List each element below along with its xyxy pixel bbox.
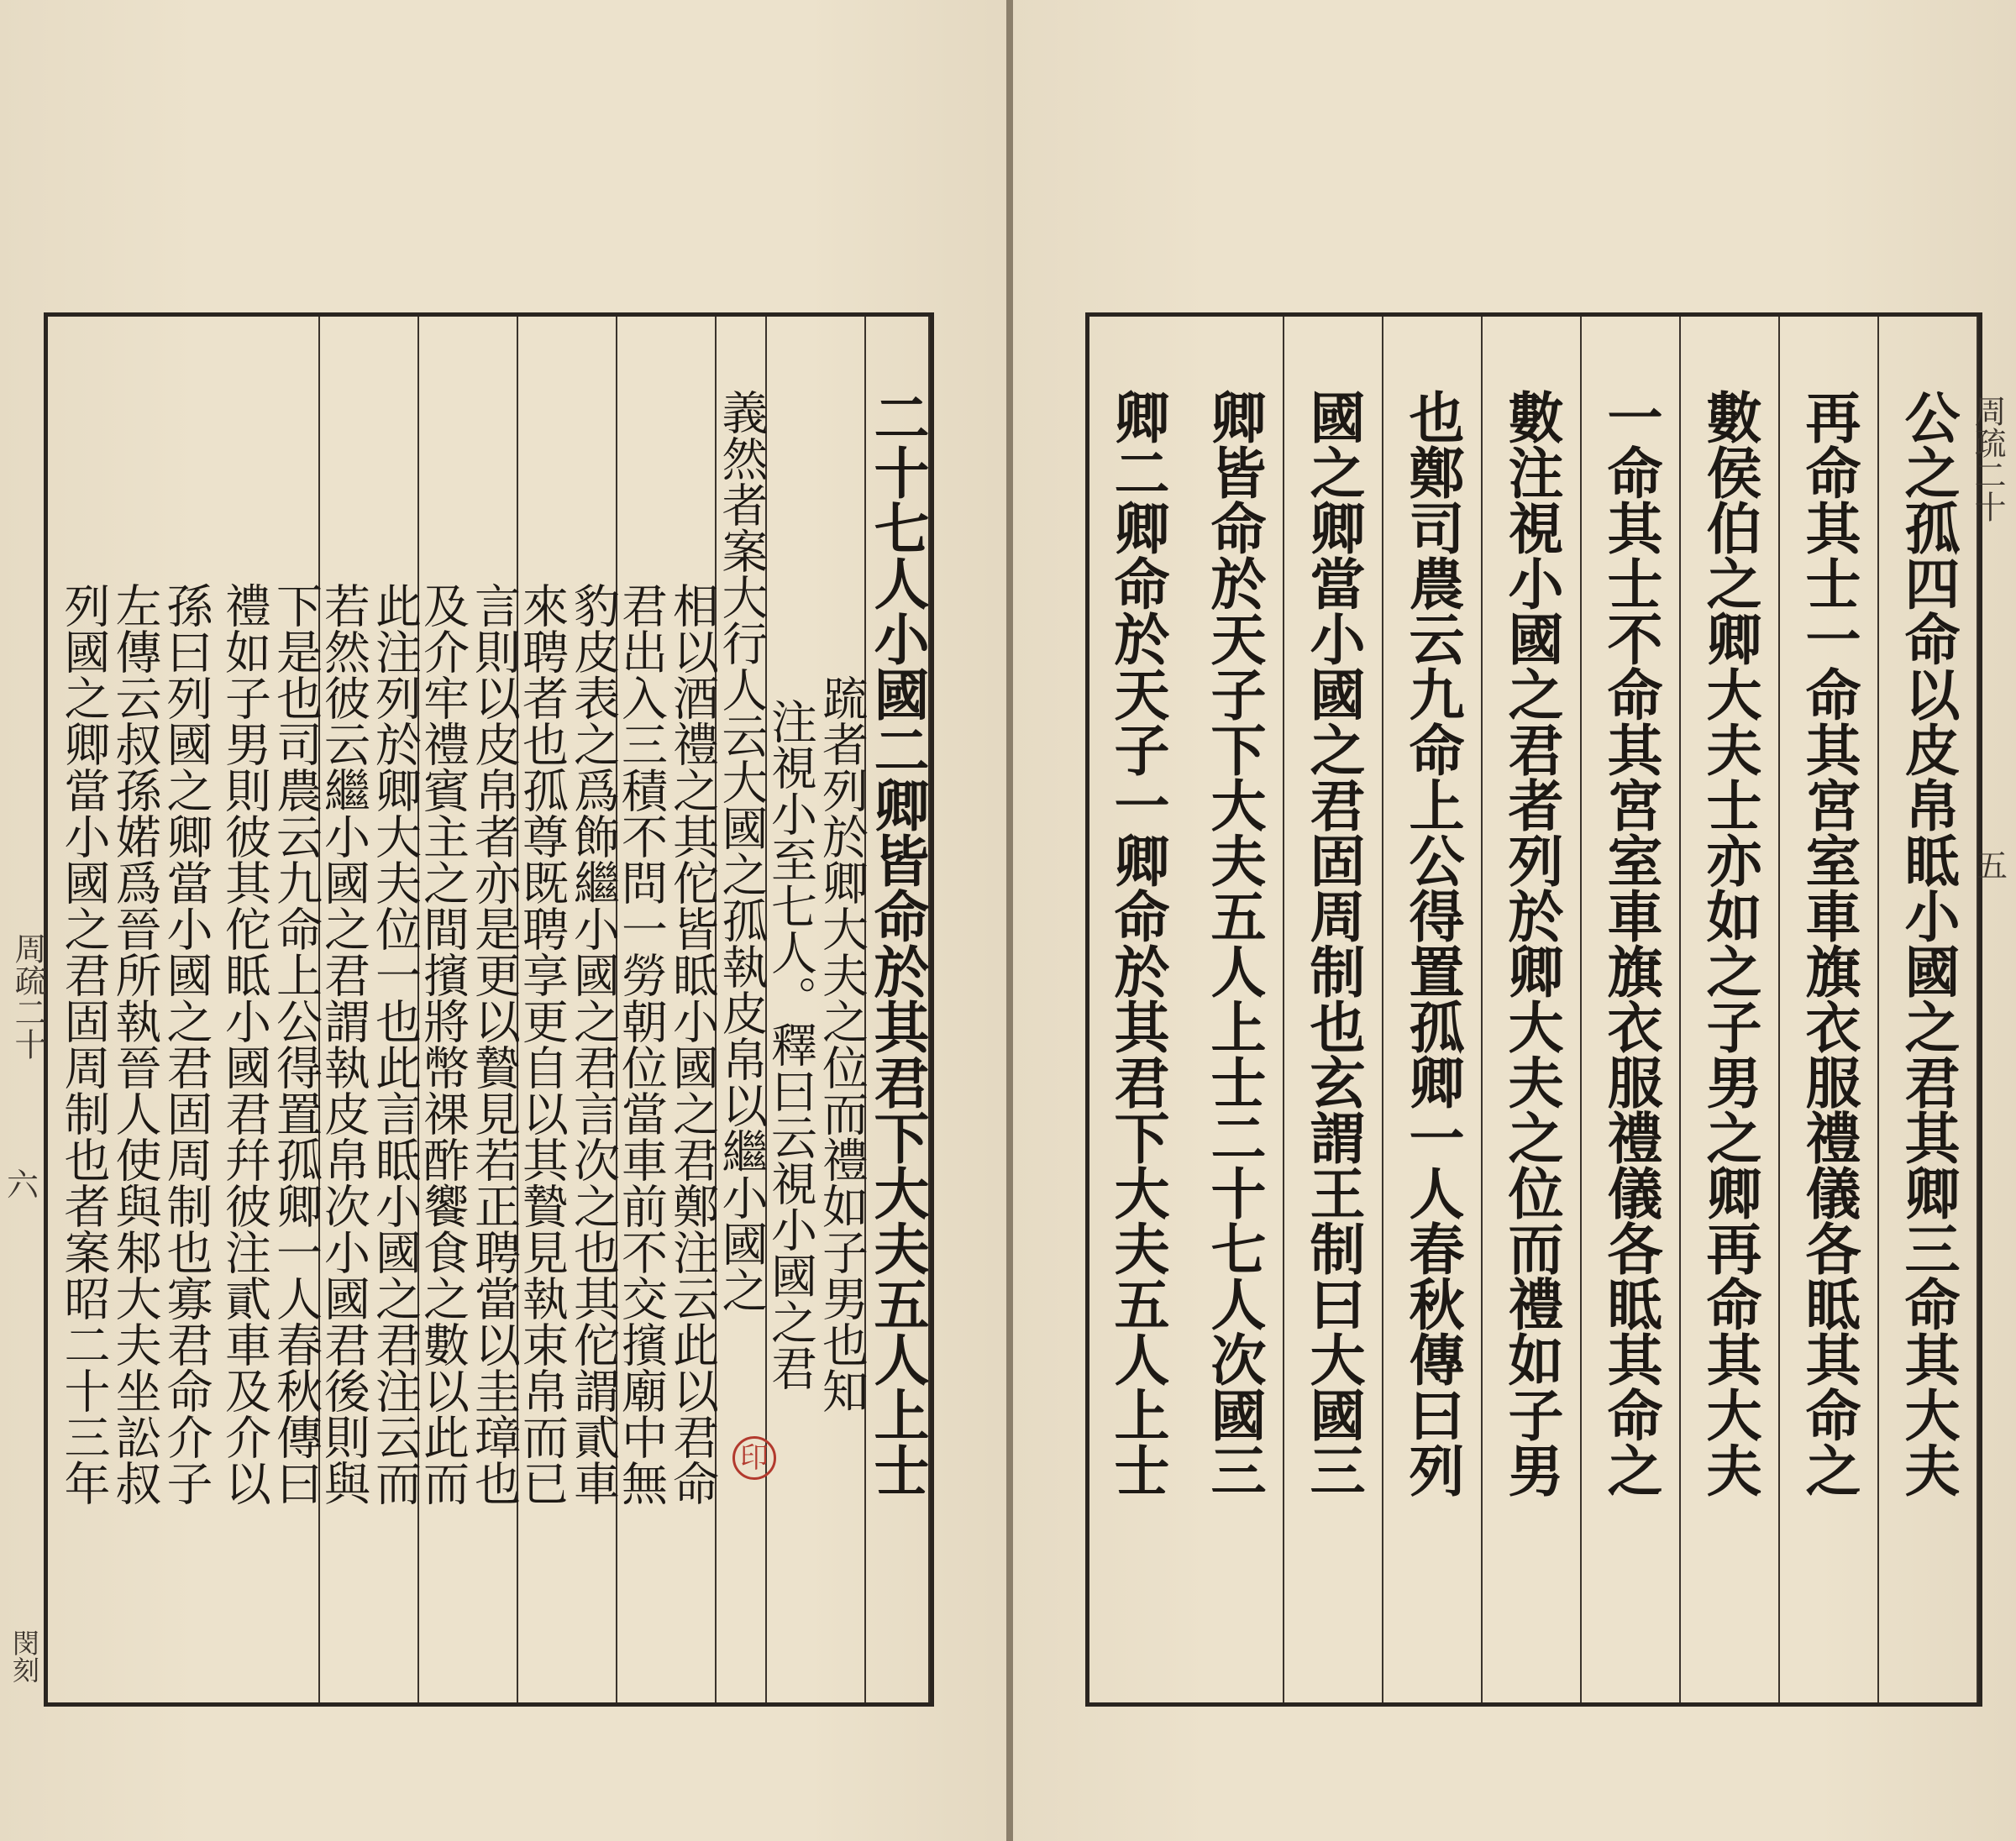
column-text: 若然彼云繼小國之君謂執皮帛次小國君後則與 [317, 582, 370, 1506]
left-column-7 [416, 317, 521, 1702]
right-column-7 [1284, 317, 1383, 1702]
column-text: 君出入三積不問一勞朝位當車前不交擯廟中無 [614, 582, 668, 1506]
column-text: 再命其士一命其宮室車旗衣服禮儀各眡其命之 [1796, 389, 1861, 1497]
left-column-6 [515, 317, 620, 1702]
column-text: 列國之卿當小國之君固周制也者案昭二十三年 [56, 582, 111, 1506]
column-text: 左傳云叔孫婼爲晉所執晉人使與邾大夫坐訟叔 [108, 582, 162, 1506]
left-page [0, 0, 1006, 1841]
corner-mark: 閔刻 [8, 1629, 40, 1683]
left-column-9 [218, 317, 323, 1702]
column-text: 公之孤四命以皮帛眡小國之君其卿三命其大夫 [1895, 389, 1961, 1497]
left-column-2 [764, 317, 869, 1702]
right-column-5 [1483, 317, 1582, 1702]
column-text: 下是也司農云九命上公得置孤卿一人春秋傳曰 [269, 582, 323, 1506]
right-column-4 [1582, 317, 1681, 1702]
column-text: 此注列於卿大夫位一也此言眡小國之君注云而 [368, 582, 422, 1506]
column-text: 注視小至七人。釋曰云視小國之君 [764, 697, 817, 1391]
column-text: 及介牢禮賓主之間擯將幣祼酢饗食之數以此而 [416, 582, 470, 1506]
margin-title: 周疏二十 [9, 932, 46, 1060]
right-column-3 [1681, 317, 1780, 1702]
column-text: 豹皮表之爲飾繼小國之君言次之也其佗謂貳車 [566, 582, 620, 1506]
column-text: 數注視小國之君者列於卿大夫之位而禮如子男 [1499, 389, 1564, 1497]
left-column-10 [48, 317, 221, 1702]
right-column-6 [1383, 317, 1483, 1702]
column-text: 二十七人小國二卿皆命於其君下大夫五人上士 [864, 389, 930, 1497]
right-column-8 [1185, 317, 1284, 1702]
column-text: 一命其士不命其宮室車旗衣服禮儀各眡其命之 [1598, 389, 1663, 1497]
left-column-8 [317, 317, 422, 1702]
column-text: 言則以皮帛者亦是更以贄見若正聘當以圭璋也 [467, 582, 521, 1506]
margin-title: 周疏二十 [1969, 395, 2006, 522]
red-seal-icon: 印 [732, 1436, 776, 1480]
column-text: 䟽者列於卿大夫之位而禮如子男也知 [815, 674, 869, 1414]
book-gutter [1006, 0, 1013, 1841]
left-column-1 [866, 317, 930, 1702]
right-column-9 [1089, 317, 1185, 1702]
right-column-2 [1780, 317, 1879, 1702]
column-text: 來聘者也孤尊既聘享更自以其贄見執束帛而已 [515, 582, 569, 1506]
right-column-1 [1879, 317, 1978, 1702]
folio-number: 五 [1975, 847, 2008, 884]
left-column-5 [614, 317, 719, 1702]
right-page [1013, 0, 2016, 1841]
column-text: 卿二卿命於天子一卿命於其君下大夫五人上士 [1105, 389, 1170, 1497]
column-text: 也鄭司農云九命上公得置孤卿一人春秋傳曰列 [1399, 389, 1465, 1497]
column-text: 義然者案大行人云大國之孤執皮帛以繼小國之 [714, 389, 769, 1313]
column-text: 孫曰列國之卿當小國之君固周制也寡君命介子 [159, 582, 213, 1506]
column-text: 國之卿當小國之君固周制也玄謂王制曰大國三 [1300, 389, 1366, 1497]
column-text: 相以酒禮之其佗皆眡小國之君鄭注云此以君命 [665, 582, 719, 1506]
column-text: 禮如子男則彼其佗眡小國君幷彼注貳車及介以 [218, 582, 271, 1506]
folio-number: 六 [7, 1167, 39, 1204]
right-text-frame [1085, 312, 1982, 1707]
column-text: 卿皆命於天子下大夫五人上士二十七人次國三 [1201, 389, 1267, 1497]
column-text: 數侯伯之卿大夫士亦如之子男之卿再命其大夫 [1697, 389, 1762, 1497]
left-column-4 [714, 317, 769, 1702]
left-text-frame [44, 312, 934, 1707]
